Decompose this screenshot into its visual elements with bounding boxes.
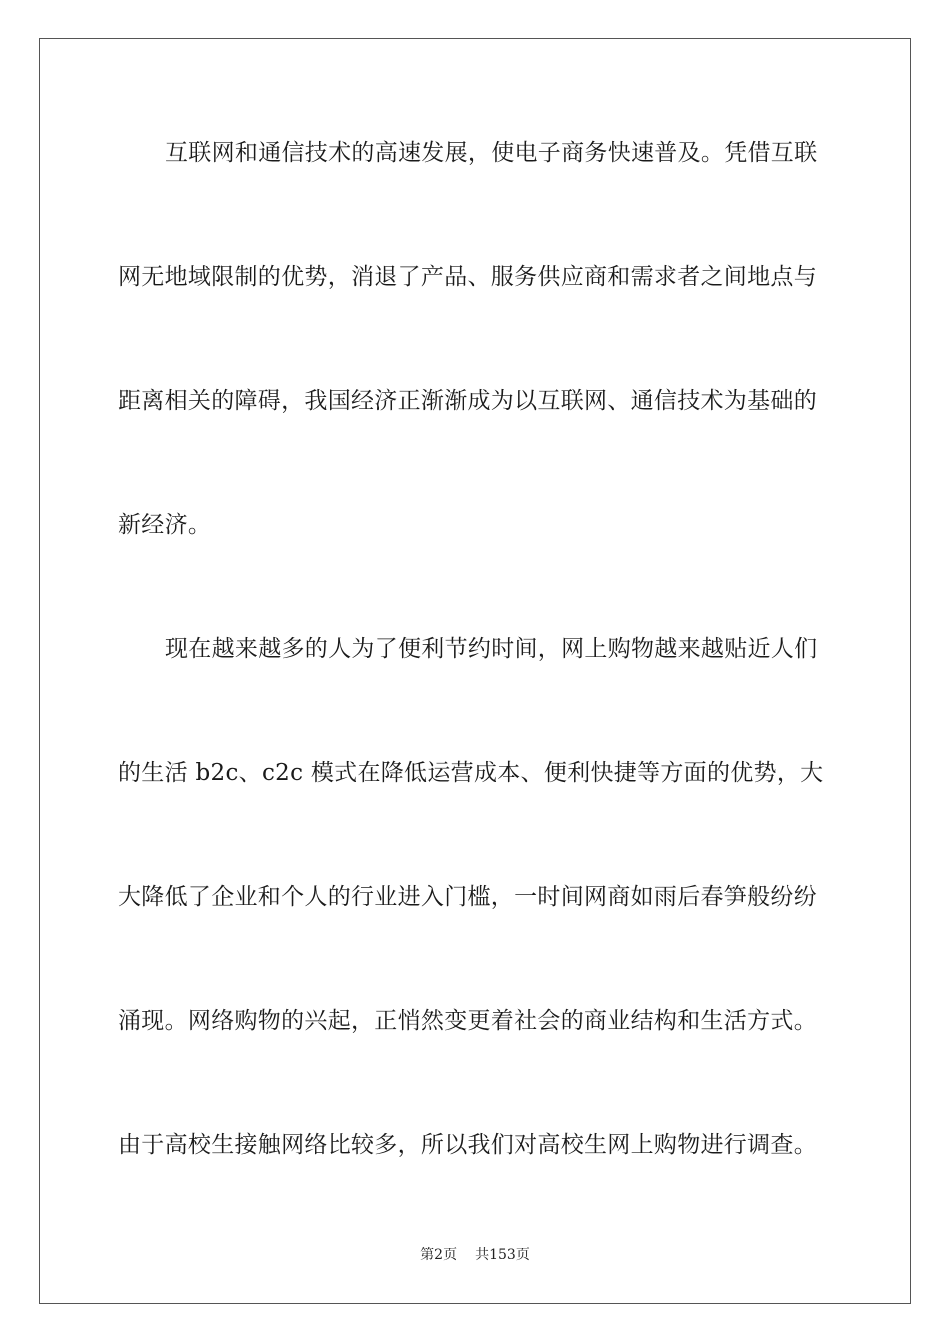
paragraph-2-line-5: 由于高校生接触网络比较多，所以我们对高校生网上购物进行调查。: [118, 1132, 817, 1158]
paragraph-2-line-2: 的生活 b2c、c2c 模式在降低运营成本、便利快捷等方面的优势，大: [118, 760, 824, 786]
paragraph-2-line-1: 现在越来越多的人为了便利节约时间，网上购物越来越贴近人们: [165, 636, 818, 662]
paragraph-1-line-3: 距离相关的障碍，我国经济正渐渐成为以互联网、通信技术为基础的: [118, 388, 817, 414]
paragraph-1-line-2: 网无地域限制的优势，消退了产品、服务供应商和需求者之间地点与: [118, 264, 817, 290]
page-border: [39, 38, 911, 1304]
paragraph-1-line-4: 新经济。: [118, 512, 212, 538]
page-footer: [0, 1246, 950, 1264]
total-page-count: 共153页: [475, 1247, 530, 1263]
paragraph-2-line-4: 涌现。网络购物的兴起，正悄然变更着社会的商业结构和生活方式。: [118, 1008, 817, 1034]
current-page-number: 第2页: [420, 1247, 458, 1263]
paragraph-2-line-3: 大降低了企业和个人的行业进入门槛，一时间网商如雨后春笋般纷纷: [118, 884, 817, 910]
paragraph-1-line-1: 互联网和通信技术的高速发展，使电子商务快速普及。凭借互联: [165, 140, 818, 166]
